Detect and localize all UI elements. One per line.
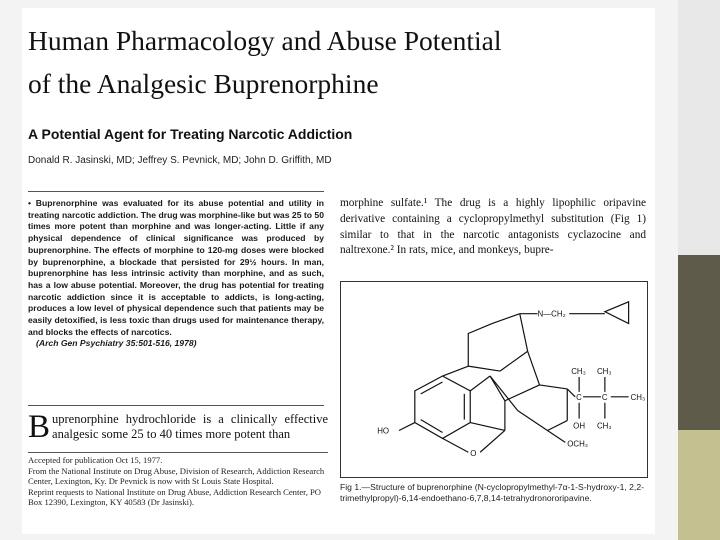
label-oh: OH (573, 421, 586, 431)
title-line-1: Human Pharmacology and Abuse Potential (28, 25, 502, 56)
slide-side-band (678, 0, 720, 540)
cyclopropyl-ring (605, 302, 629, 324)
abstract-block (28, 198, 324, 350)
abstract-bottom-rule (28, 405, 324, 406)
label-ch3-c: CH₃ (630, 392, 646, 402)
footnote-affiliation: From the National Institute on Drug Abuse, Division of Research, Addiction Research Center, Lexington, Ky. Dr Pevnick is now with St Louis State Hospital. (28, 465, 325, 487)
label-c-a: C (576, 392, 582, 402)
abstract-text: • Buprenorphine was evaluated for its abuse potential and utility in treating narcotic addiction. The drug was morphine-like but was 25 to 50 times more potent than morphine and was longer-acting. Little if any physical dependence of clinical significance was produced by buprenorphine. The effects of morphine to 120-mg doses were blocked by buprenorphine, a blockade that persisted for 29½ hours. In man, buprenorphine has less intrinsic activity than morphine, and as such, has a low abuse potential. Moreover, the drug has potential for treating narcotic addiction since it is acceptable to addicts, is long-acting, produces a low level of physical dependence such that patients may be easily detoxified, is less toxic than drugs used for maintenance therapy, and blocks the effects of narcotics. (28, 198, 324, 337)
label-och3: OCH₃ (567, 439, 589, 449)
figure-1-structure (340, 281, 648, 478)
author-list: Donald R. Jasinski, MD; Jeffrey S. Pevnick, MD; John D. Griffith, MD (28, 155, 332, 166)
label-n-ch2: N—CH₂ (537, 309, 566, 319)
article-subtitle: A Potential Agent for Treating Narcotic Addiction (28, 126, 353, 142)
label-ch3-d: CH₃ (596, 421, 612, 431)
label-o: O (470, 449, 477, 459)
label-c-b: C (601, 392, 608, 402)
title-line-2: of the Analgesic Buprenorphine (28, 67, 379, 99)
drop-cap: B (28, 409, 51, 445)
side-band-light-panel (678, 0, 720, 255)
abstract-top-rule (28, 191, 324, 192)
side-band-olive-panel (678, 430, 720, 540)
right-column-text: morphine sulfate.¹ The drug is a highly lipophilic oripavine derivative containing a cyclopropylmethyl substitution (Fig 1) similar to that in the narcotic antagonists cyclazocine and naltrexone.² In rats, mice, and monkeys, bupre- (340, 197, 646, 257)
footnote-accepted: Accepted for publication Oct 15, 1977. (28, 455, 163, 465)
footnote-rule (28, 452, 328, 453)
footnote-reprints: Reprint requests to National Institute on Drug Abuse, Addiction Research Center, PO Box 12390, Lexington, KY 40583 (Dr Jasinski). (28, 486, 321, 508)
scanned-article-page (22, 8, 655, 534)
figure-1-caption: Fig 1.—Structure of buprenorphine (N-cyclopropylmethyl-7α-1-S-hydroxy-1, 2,2-trimethylpropyl)-6,14-endoethano-6,7,8,14-tetrahydronororipavine. (340, 482, 644, 503)
article-title (28, 20, 628, 105)
footnotes-block (28, 455, 328, 508)
label-ch3-a: CH₃ (571, 367, 586, 377)
intro-paragraph (28, 409, 328, 445)
buprenorphine-structure-diagram (341, 282, 647, 477)
label-ho: HO (377, 426, 390, 436)
abstract-citation: (Arch Gen Psychiatry 35:501-516, 1978) (36, 338, 197, 349)
label-ch3-b: CH₃ (596, 367, 612, 377)
intro-text: uprenorphine hydrochloride is a clinically effective analgesic some 25 to 40 times more potent than (52, 412, 328, 441)
